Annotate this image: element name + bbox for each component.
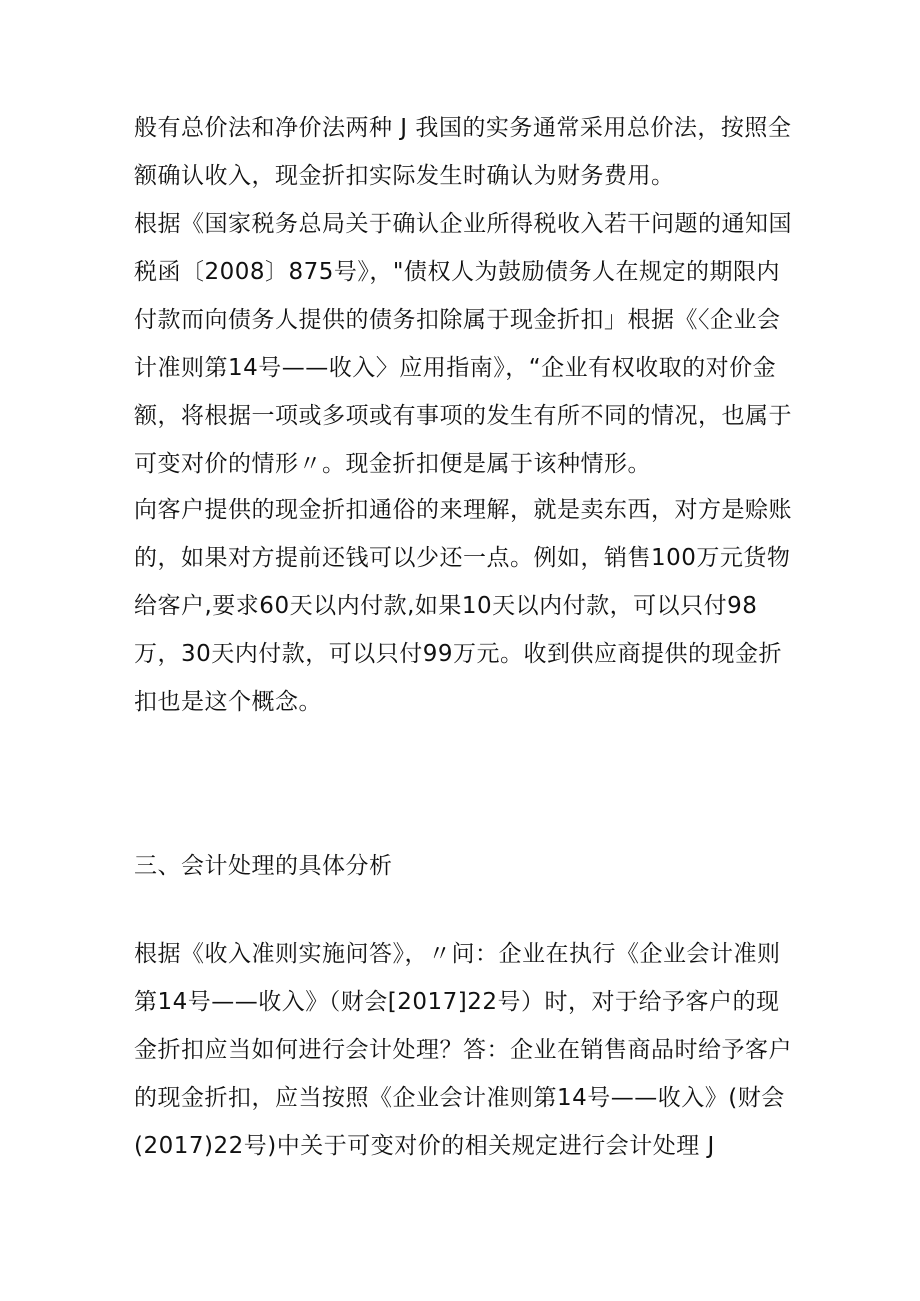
paragraph-revenue-standard-qa: 根据《收入准则实施问答》，〃问：企业在执行《企业会计准则第14号——收入》（财会[2017]22号）时，对于给予客户的现金折扣应当如何进行会计处理？答：企业在销售商品时给予客户的现金折扣，应当按照《企业会计准则第14号——收入》(财会(2017)22号)中关于可变对价的相关规定进行会计处理 J <box>134 941 792 1159</box>
paragraph-tax-regulation: 根据《国家税务总局关于确认企业所得税收入若干问题的通知国税函〔2008〕875号》，"债权人为鼓励债务人在规定的期限内付款而向债务人提供的债务扣除属于现金折扣」根据《〈企业会计准则第14号——收入〉应用指南》，“企业有权收取的对价金额，将根据一项或多项或有事项的发生有所不同的情况，也属于可变对价的情形〃。现金折扣便是属于该种情形。 <box>134 211 792 477</box>
paragraph-total-price-method: 般有总价法和净价法两种 J 我国的实务通常采用总价法，按照全额确认收入，现金折扣实际发生时确认为财务费用。 <box>134 115 792 189</box>
paragraph-cash-discount-example: 向客户提供的现金折扣通俗的来理解，就是卖东西，对方是赊账的，如果对方提前还钱可以少还一点。例如，销售100万元货物给客户,要求60天以内付款,如果10天以内付款，可以只付98万，30天内付款，可以只付99万元。收到供应商提供的现金折扣也是这个概念。 <box>134 497 792 715</box>
section-heading: 三、会计处理的具体分析 <box>134 853 393 879</box>
